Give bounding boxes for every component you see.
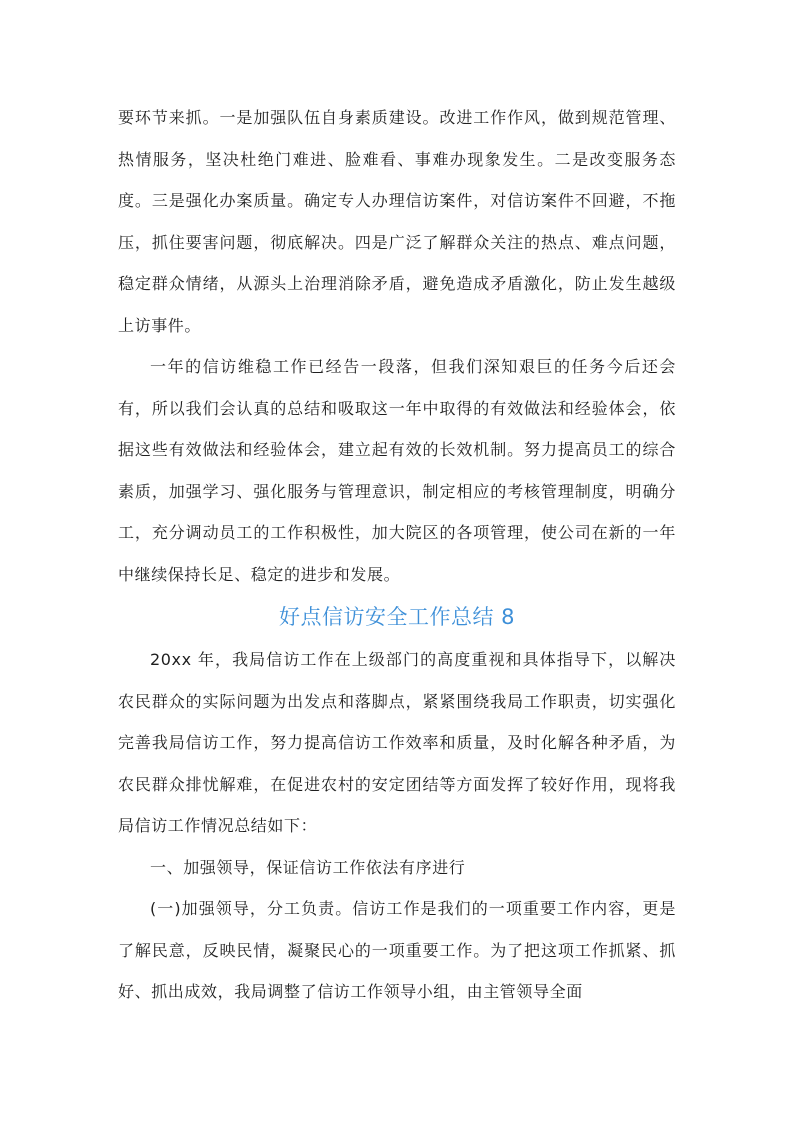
paragraph-continued: 要环节来抓。一是加强队伍自身素质建设。改进工作作风，做到规范管理、热情服务，坚决杜绝门难进、脸难看、事难办现象发生。二是改变服务态度。三是强化办案质量。确定专人办理信访案件，对信访案件不回避，不拖压，抓住要害问题，彻底解决。四是广泛了解群众关注的热点、难点问题，稳定群众情绪，从源头上治理消除矛盾，避免造成矛盾激化，防止发生越级上访事件。 [118,108,676,335]
paragraph-subheading: 一、加强领导，保证信访工作依法有序进行 [150,857,466,877]
section-heading: 好点信访安全工作总结 8 [278,605,516,629]
paragraph-summary: 一年的信访维稳工作已经告一段落，但我们深知艰巨的任务今后还会有，所以我们会认真的总结和吸取这一年中取得的有效做法和经验体会，依据这些有效做法和经验体会，建立起有效的长效机制。努力提高员工的综合素质，加强学习、强化服务与管理意识，制定相应的考核管理制度，明确分工，充分调动员工的工作积极性，加大院区的各项管理，使公司在新的一年中继续保持长足、稳定的进步和发展。 [118,357,676,584]
document-body [118,97,676,1013]
paragraph-intro: 20xx 年，我局信访工作在上级部门的高度重视和具体指导下，以解决农民群众的实际问题为出发点和落脚点，紧紧围绕我局工作职责，切实强化完善我局信访工作，努力提高信访工作效率和质量，及时化解各种矛盾，为农民群众排忧解难，在促进农村的安定团结等方面发挥了较好作用，现将我局信访工作情况总结如下： [118,650,676,835]
paragraph-body: (一)加强领导，分工负责。信访工作是我们的一项重要工作内容，更是了解民意，反映民情，凝聚民心的一项重要工作。为了把这项工作抓紧、抓好、抓出成效，我局调整了信访工作领导小组，由主管领导全面 [118,899,676,1001]
